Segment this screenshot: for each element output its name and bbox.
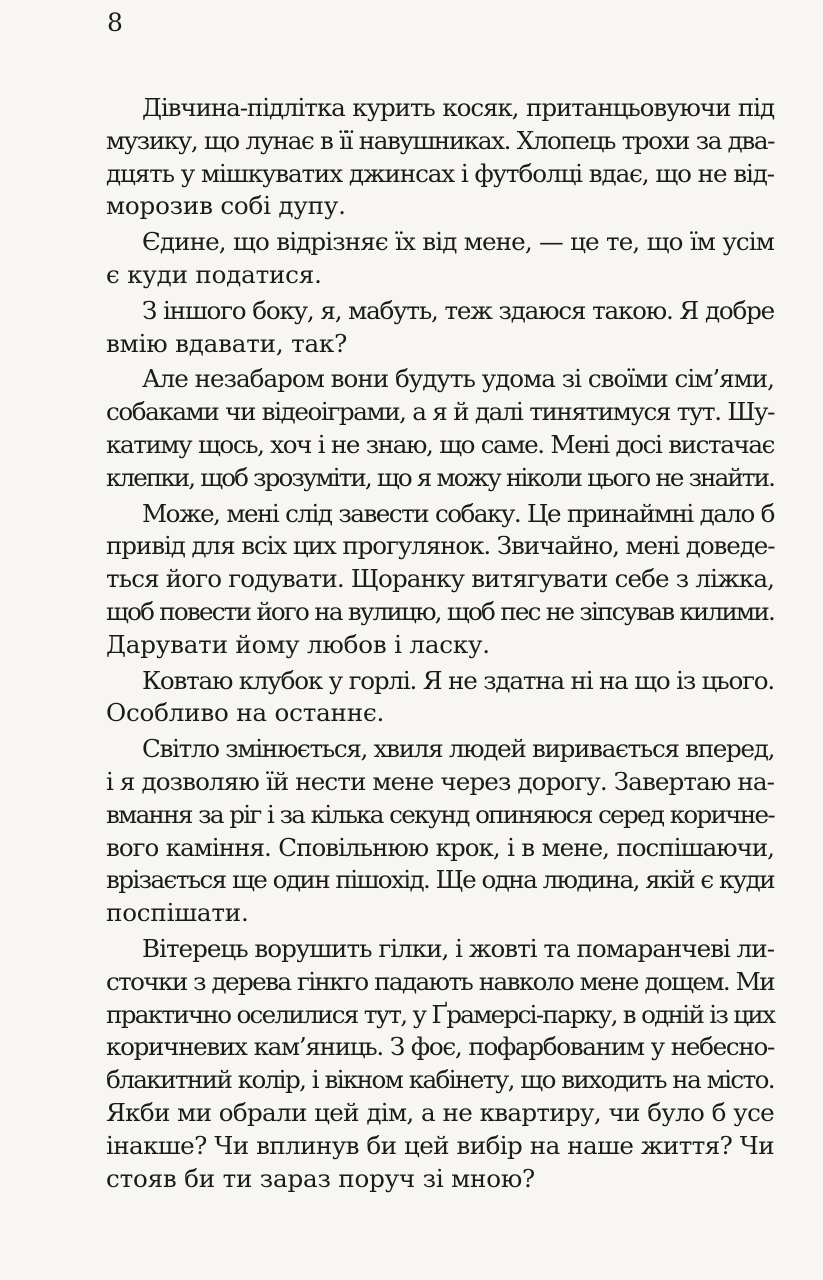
text-line: Світло змінюється, хвиля людей виривається вперед, (142, 734, 775, 764)
text-line: Дарувати йому любов і ласку. (106, 629, 490, 659)
text-line: Єдине, що відрізняє їх від мене, — це те, що їм усім (142, 227, 774, 257)
text-line: стояв би ти зараз поруч зі мною? (106, 1163, 536, 1193)
text-line: і я дозволяю їй нести мене через дорогу. Завертаю на- (106, 766, 774, 796)
paragraph (106, 226, 774, 292)
text-line: ться його годувати. Щоранку витягувати себе з ліжка, (106, 564, 774, 594)
text-line: привід для всіх цих прогулянок. Звичайно, мені доведе- (106, 531, 775, 561)
paragraph (106, 92, 774, 223)
text-line: коричневих кам’яниць. З фоє, пофарбованим у небесно- (106, 1032, 774, 1062)
text-line: З іншого боку, я, мабуть, теж здаюся такою. Я добре (142, 295, 774, 325)
text-line: Може, мені слід завести собаку. Це принаймні дало б (142, 498, 774, 528)
paragraph (106, 295, 774, 361)
text-line: морозив собі дупу. (106, 191, 346, 221)
text-line: інакше? Чи вплинув би цей вибір на наше життя? Чи (106, 1130, 774, 1160)
text-line: собаками чи відеоіграми, а я й далі тинятимуся тут. Шу- (106, 397, 774, 427)
text-line: сточки з дерева гінкго падають навколо мене дощем. Ми (106, 966, 774, 996)
text-line: вмання за ріг і за кілька секунд опиняюся серед коричне- (106, 799, 774, 829)
text-line: Особливо на останнє. (106, 698, 385, 728)
paragraph (106, 933, 774, 1195)
text-line: Але незабаром вони будуть удома зі своїми сім’ями, (142, 364, 774, 394)
text-line: вмію вдавати, так? (106, 328, 348, 358)
text-line: музику, що лунає в її навушниках. Хлопець трохи за два- (106, 125, 774, 155)
text-line: Дівчина-підлітка курить косяк, пританцьовуючи під (142, 93, 774, 122)
paragraph (106, 665, 774, 731)
text-line: щоб повести його на вулицю, щоб пес не зіпсував килими. (106, 596, 774, 626)
text-line: дцять у мішкуватих джинсах і футболці вдає, що не від- (106, 158, 774, 188)
text-line: вого каміння. Сповільнюю крок, і в мене, поспішаючи, (106, 832, 774, 862)
text-line: Ковтаю клубок у горлі. Я не здатна ні на що із цього. (142, 665, 774, 695)
text-line: блакитний колір, і вікном кабінету, що виходить на місто. (106, 1065, 774, 1095)
paragraph (106, 363, 774, 494)
text-line: Якби ми обрали цей дім, а не квартиру, чи було б усе (106, 1097, 774, 1127)
text-line: катиму щось, хоч і не знаю, що саме. Мені досі вистачає (106, 429, 774, 459)
text-line: Вітерець ворушить гілки, і жовті та помаранчеві ли- (142, 933, 774, 963)
paragraph (106, 733, 774, 930)
paragraph (106, 498, 774, 662)
text-line: поспішати. (106, 898, 249, 928)
text-line: врізається ще один пішохід. Ще одна людина, якій є куди (106, 865, 774, 895)
text-line: клепки, щоб зрозуміти, що я можу ніколи цього не знайти. (106, 462, 774, 492)
page-number: 8 (107, 8, 123, 37)
text-line: є куди податися. (106, 259, 322, 289)
text-line: практично оселилися тут, у Ґрамерсі-парку, в одній із цих (106, 999, 775, 1029)
body-text (106, 92, 774, 1195)
